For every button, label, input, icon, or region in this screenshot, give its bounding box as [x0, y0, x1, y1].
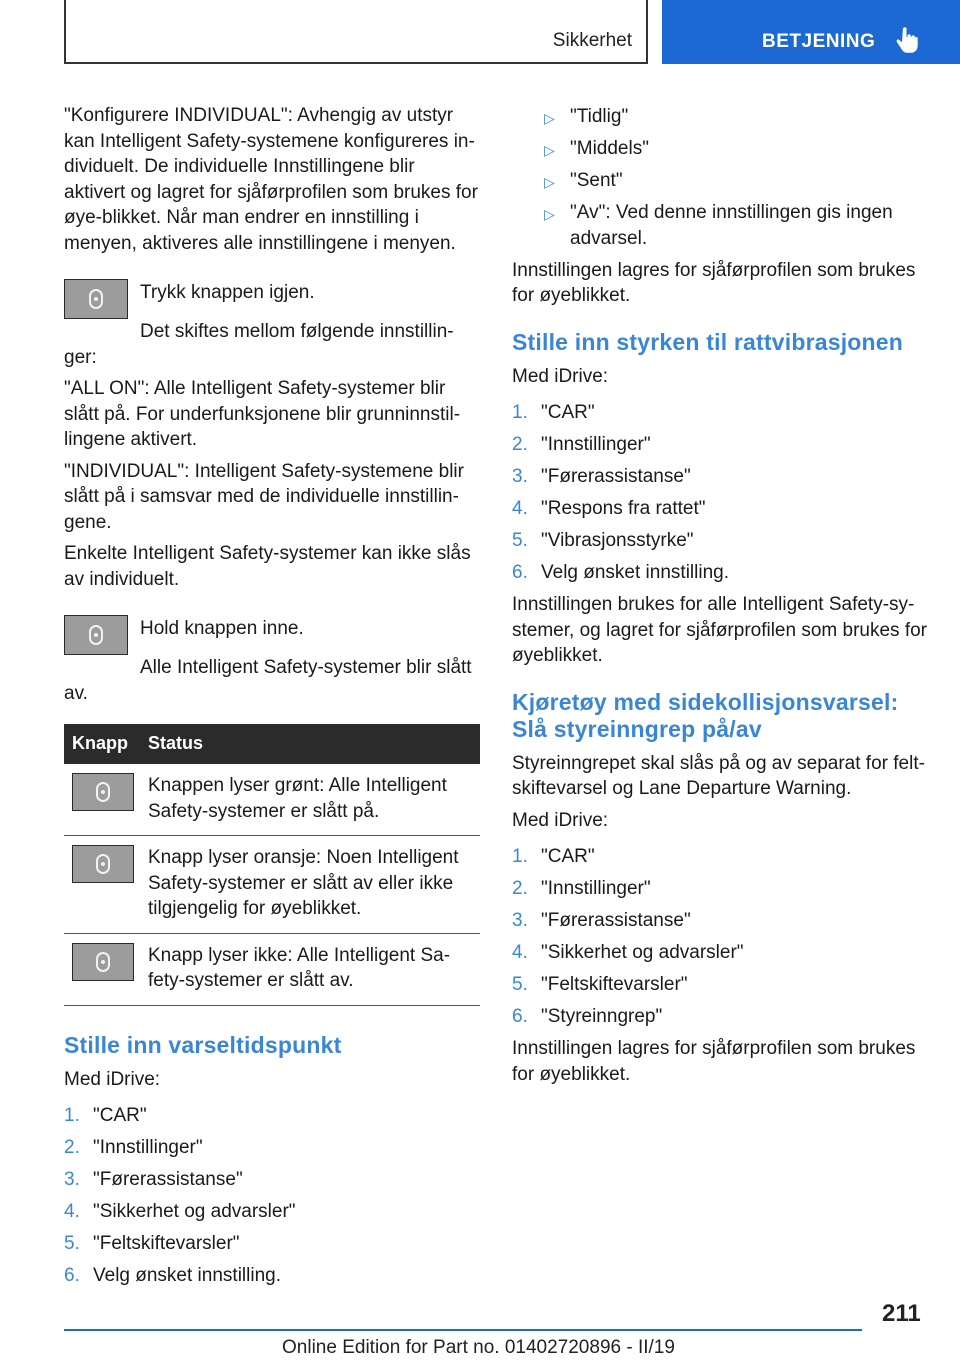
- list-item: 2. "Innstillinger": [64, 1137, 203, 1158]
- list-item: ▷ "Sent": [512, 168, 930, 194]
- list-item: 2. "Innstillinger": [512, 878, 651, 899]
- section-title: Sikkerhet: [552, 30, 632, 51]
- list-item: 6. "Styreinngrep": [512, 1006, 663, 1027]
- options-list: [512, 104, 930, 251]
- list-item: ▷ "Av": Ved denne innstillingen gis ingen advarsel.: [544, 202, 893, 249]
- chapter-tab: [662, 0, 960, 64]
- right-column: [512, 104, 930, 1093]
- status-cell: Knapp lyser oransje: Noen Intelligent Safety-systemer er slått av eller ikke tilgjengelig for øyeblikket.: [148, 847, 459, 919]
- list-item: 1. "CAR": [64, 1105, 147, 1126]
- section-heading: Stille inn styrken til rattvibrasjonen: [512, 328, 904, 355]
- list-item: 3. "Førerassistanse": [512, 466, 691, 487]
- list-item: 2. "Innstillinger": [512, 434, 651, 455]
- safety-button-icon: [64, 615, 128, 655]
- section-heading: Stille inn varseltidspunkt: [64, 1031, 342, 1058]
- list-item: 5. "Feltskiftevarsler": [512, 974, 688, 995]
- header-knapp: Knapp: [72, 733, 128, 754]
- list-item: ▷ "Tidlig": [512, 104, 930, 130]
- list-item: 5. "Feltskiftevarsler": [64, 1233, 240, 1254]
- steps-list: [64, 1103, 480, 1289]
- list-item: 3. "Førerassistanse": [512, 910, 691, 931]
- med-idrive: Med iDrive:: [512, 809, 609, 831]
- left-column: [64, 103, 480, 1295]
- steps-list: [512, 400, 930, 586]
- pointing-hand-icon: [894, 26, 920, 54]
- med-idrive: Med iDrive:: [64, 1068, 161, 1090]
- med-idrive: Med iDrive:: [512, 365, 609, 387]
- press-again-block: [64, 280, 480, 320]
- saved-paragraph-3: Innstillingen lagres for sjåførprofilen som brukes for øyeblikket.: [512, 1038, 916, 1085]
- list-item: 4. "Sikkerhet og advarsler": [512, 942, 744, 963]
- footer-divider: [64, 1329, 862, 1331]
- triangle-bullet-icon: ▷: [544, 142, 555, 158]
- list-item: 6. Velg ønsket innstilling.: [512, 562, 729, 583]
- saved-paragraph-1: Innstillingen lagres for sjåførprofilen som brukes for øyeblikket.: [512, 259, 916, 306]
- steps-list: [512, 844, 930, 1030]
- individual-paragraph: "INDIVIDUAL": Intelligent Safety-systemene blir slått på i samsvar med de individuelle innstillin-gene.: [64, 460, 464, 533]
- section-heading: Kjøretøy med sidekollisjonsvarsel: Slå styreinngrep på/av: [512, 688, 899, 742]
- safety-button-icon: [72, 773, 134, 811]
- list-item: 3. "Førerassistanse": [64, 1169, 243, 1190]
- status-table: [64, 724, 480, 1006]
- list-item: 1. "CAR": [512, 402, 595, 423]
- list-item: 1. "CAR": [512, 846, 595, 867]
- edition-text: Online Edition for Part no. 01402720896 - II/19: [282, 1337, 675, 1358]
- hold-line-1: Hold knappen inne.: [140, 618, 304, 639]
- status-cell: Knappen lyser grønt: Alle Intelligent Safety-systemer er slått på.: [148, 775, 447, 822]
- triangle-bullet-icon: ▷: [544, 110, 555, 126]
- header-status: Status: [148, 733, 204, 754]
- list-item: 4. "Respons fra rattet": [512, 498, 706, 519]
- triangle-bullet-icon: ▷: [544, 206, 555, 222]
- safety-button-icon: [72, 943, 134, 981]
- press-again-line-1: Trykk knappen igjen.: [140, 282, 315, 303]
- safety-button-icon: [72, 845, 134, 883]
- safety-button-icon: [64, 279, 128, 319]
- saved-paragraph-2: Innstillingen brukes for alle Intelligent Safety-sy-stemer, og lagret for sjåførprofilen som brukes for øyeblikket.: [512, 594, 927, 666]
- table-header: [64, 724, 480, 764]
- some-systems-paragraph: Enkelte Intelligent Safety-systemer kan ikke slås av individuelt.: [64, 543, 471, 590]
- page-number: 211: [882, 1300, 921, 1327]
- table-row: [64, 836, 480, 934]
- table-row: [64, 934, 480, 1006]
- list-item: 4. "Sikkerhet og advarsler": [64, 1201, 296, 1222]
- table-row: [64, 764, 480, 836]
- press-again-line-2: Det skiftes mellom følgende innstillin-ger:: [64, 321, 454, 368]
- section-tab: [64, 0, 648, 64]
- hold-line-2: Alle Intelligent Safety-systemer blir slått av.: [64, 657, 472, 704]
- list-item: 6. Velg ønsket innstilling.: [64, 1265, 281, 1286]
- hold-block: [64, 616, 480, 656]
- status-cell: Knapp lyser ikke: Alle Intelligent Sa-fety-systemer er slått av.: [148, 944, 451, 991]
- list-item: ▷ "Middels": [512, 136, 930, 162]
- all-on-paragraph: "ALL ON": Alle Intelligent Safety-systemer blir slått på. For underfunksjonene blir grunninnstil-lingene aktivert.: [64, 378, 461, 450]
- list-item: 5. "Vibrasjonsstyrke": [512, 530, 694, 551]
- intervention-paragraph: Styreinngrepet skal slås på og av separat for felt-skiftevarsel og Lane Departure Warning.: [512, 752, 925, 799]
- triangle-bullet-icon: ▷: [544, 174, 555, 190]
- chapter-title: BETJENING: [762, 31, 876, 52]
- intro-paragraph: "Konfigurere INDIVIDUAL": Avhengig av utstyr kan Intelligent Safety-systemene konfigureres in-dividuelt. De individuelle Innstillingene blir aktivert og lagret for sjåførprofilen som brukes for øye-blikket. Når man endrer en innstilling i menyen, aktiveres alle innstillingene i menyen.: [64, 105, 478, 254]
